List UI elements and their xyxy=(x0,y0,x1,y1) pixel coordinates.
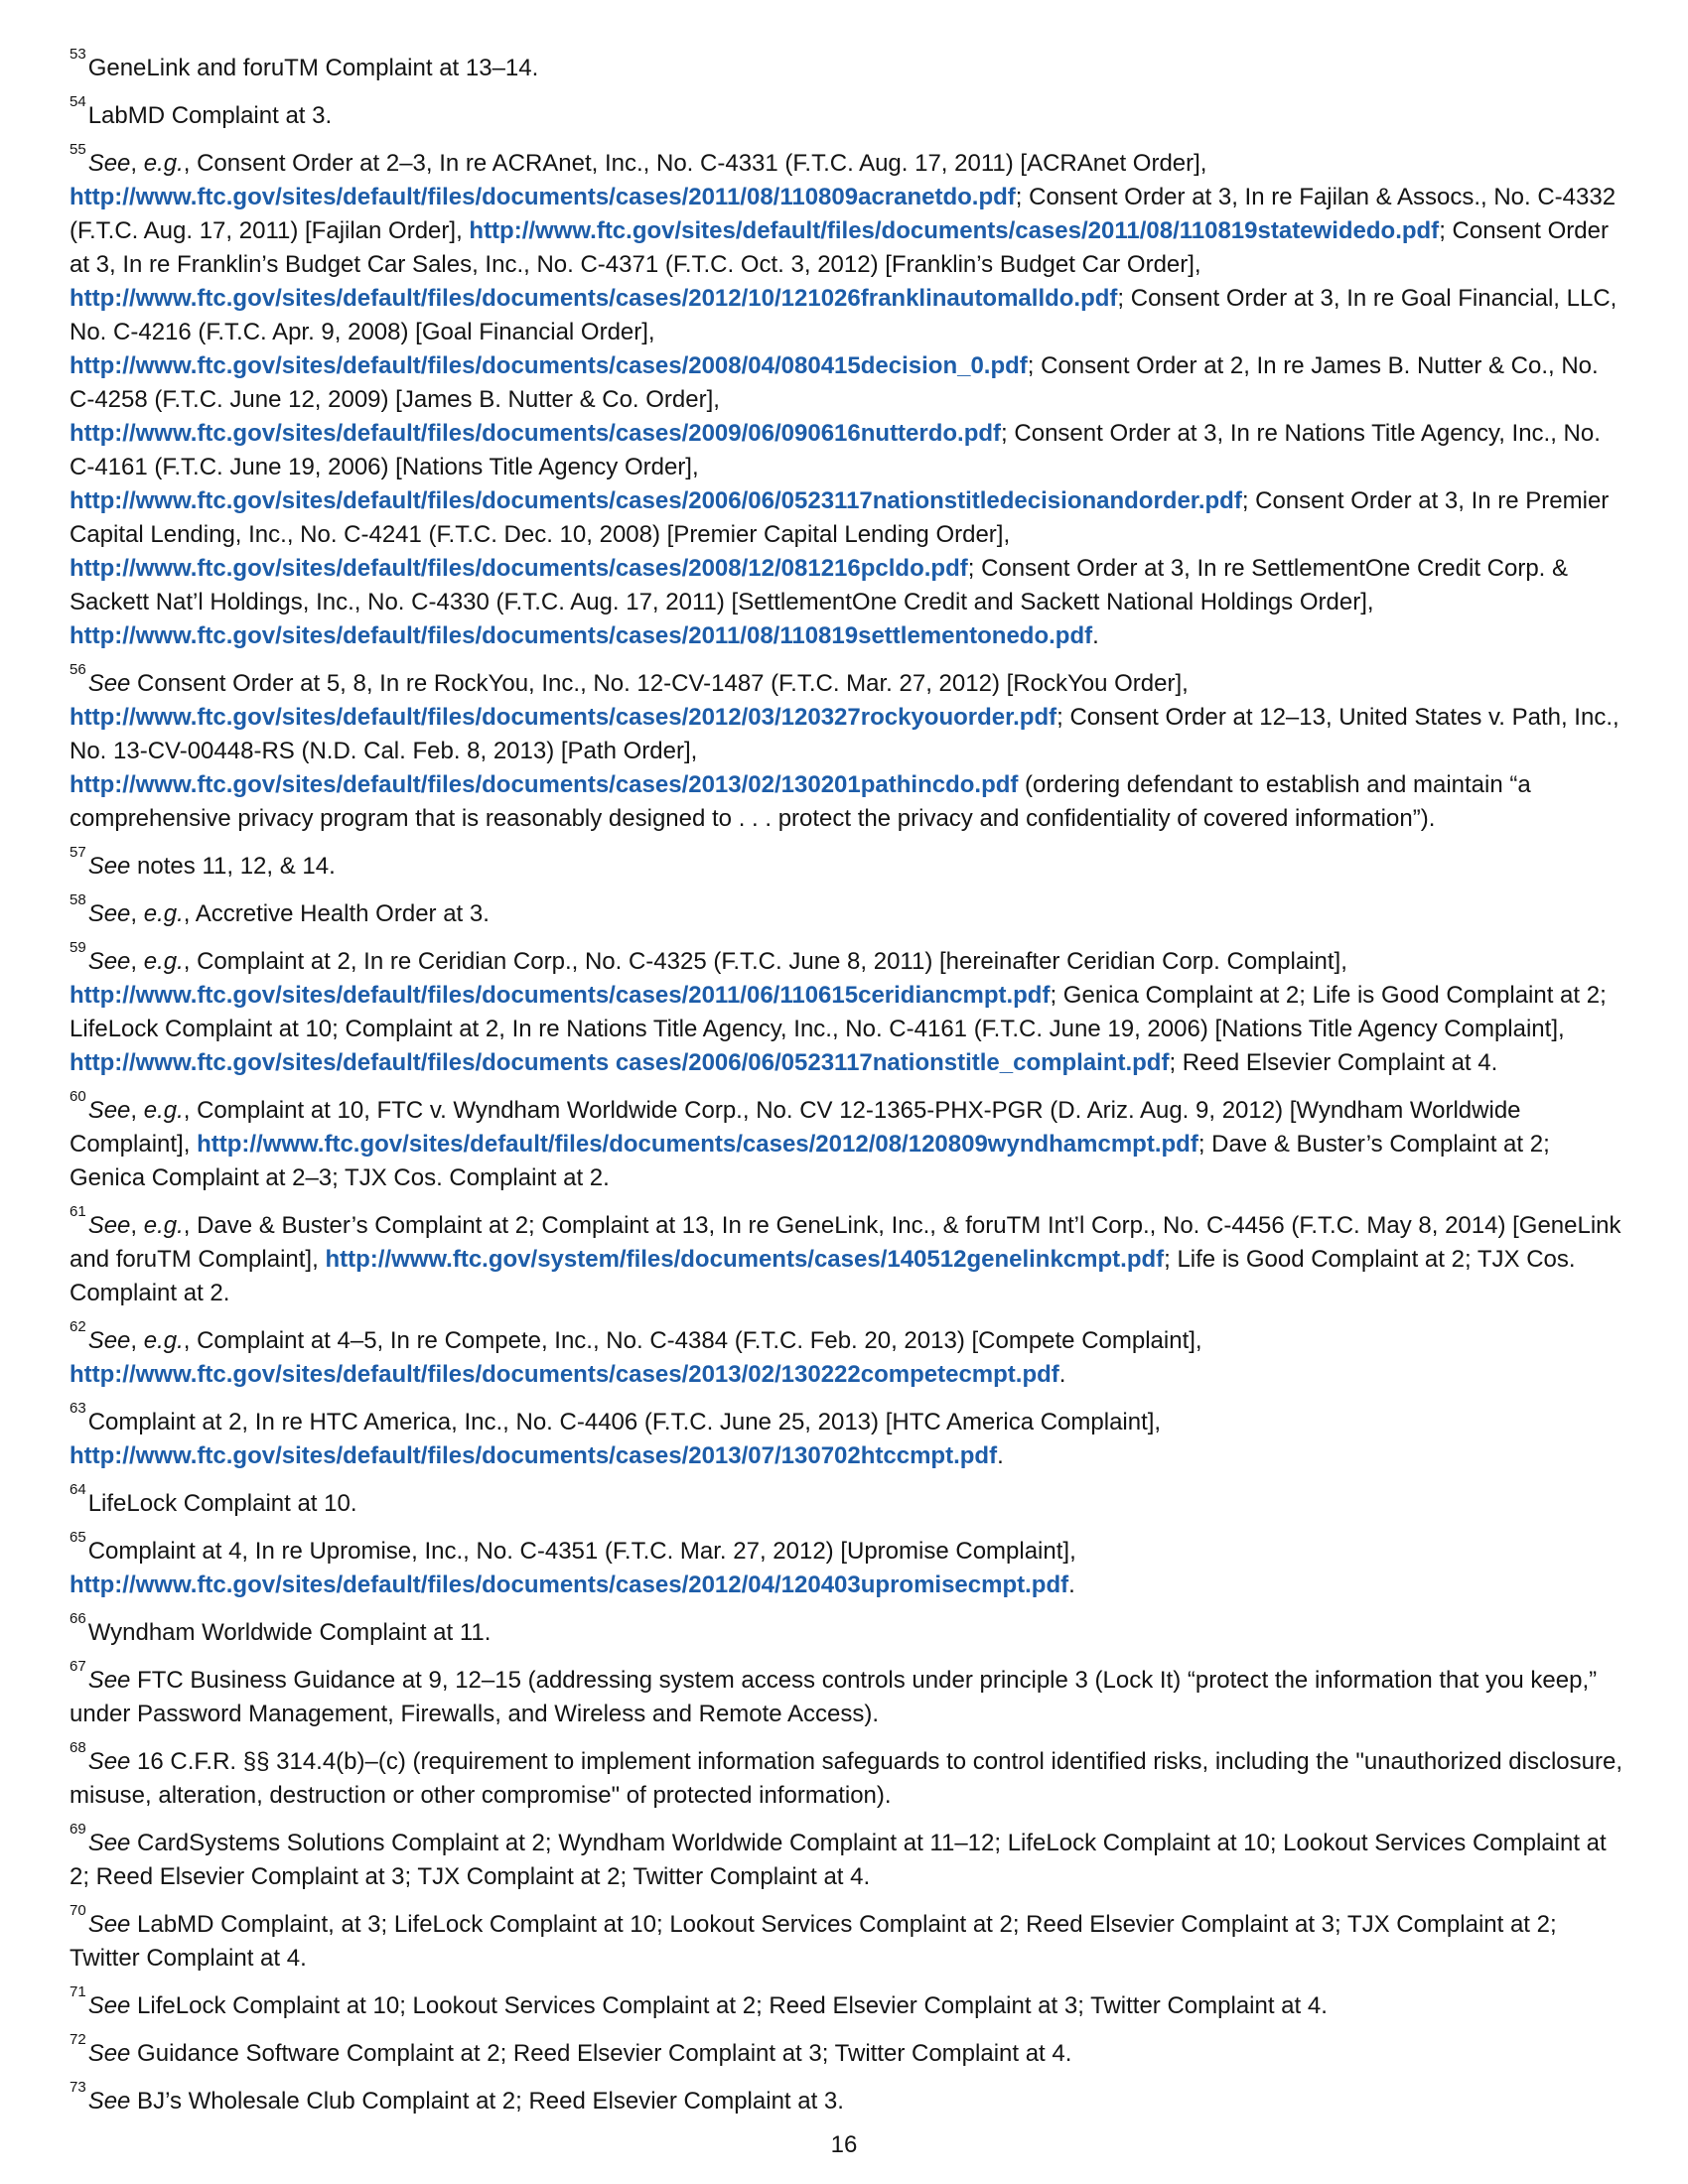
footnote-text: , xyxy=(130,1097,144,1124)
footnote-number: 59 xyxy=(70,939,86,956)
footnote-text: , xyxy=(130,1212,144,1239)
footnote-text: GeneLink and foruTM Complaint at 13–14. xyxy=(87,55,539,81)
footnote-number: 57 xyxy=(70,844,86,861)
footnote-text: ; Consent Order at 3, In re Franklin’s Budget Car Sales, Inc., No. C-4371 (F.T.C. Oct. 3, 2012) [Franklin’s Budget Car Order], xyxy=(70,217,1609,278)
footnote-64 xyxy=(70,1481,1622,1521)
footnote-text: . xyxy=(1058,1361,1066,1388)
italic-citation-signal: See xyxy=(87,900,131,927)
hyperlink[interactable]: http://www.ftc.gov/sites/default/files/documents cases/2006/06/0523117nationstitle_complaint.pdf xyxy=(70,1049,1170,1076)
footnote-text: Wyndham Worldwide Complaint at 11. xyxy=(87,1619,492,1646)
hyperlink[interactable]: http://www.ftc.gov/sites/default/files/documents/cases/2013/02/130201pathincdo.pdf xyxy=(70,771,1019,798)
footnote-text: . xyxy=(997,1442,1004,1469)
footnote-text: ; Consent Order at 3, In re Premier Capital Lending, Inc., No. C-4241 (F.T.C. Dec. 10, 2008) [Premier Capital Lending Order], xyxy=(70,487,1610,548)
footnote-text: ; Consent Order at 3, In re Goal Financial, LLC, No. C-4216 (F.T.C. Apr. 9, 2008) [Goal Financial Order], xyxy=(70,285,1618,345)
italic-citation-signal: See xyxy=(87,1830,131,1856)
footnote-text: , xyxy=(130,948,144,975)
footnote-63 xyxy=(70,1400,1622,1473)
footnote-text: . xyxy=(1092,622,1099,649)
footnote-57 xyxy=(70,844,1622,884)
hyperlink[interactable]: http://www.ftc.gov/sites/default/files/documents/cases/2011/06/110615ceridiancmpt.pdf xyxy=(70,982,1051,1009)
footnote-67 xyxy=(70,1658,1622,1731)
hyperlink[interactable]: http://www.ftc.gov/sites/default/files/documents/cases/2006/06/0523117nationstitledecisionandorder.pdf xyxy=(70,487,1242,514)
footnote-text: ; Consent Order at 3, In re SettlementOne Credit Corp. & Sackett Nat’l Holdings, Inc., No. C-4330 (F.T.C. Aug. 17, 2011) [SettlementOne Credit and Sackett National Holdings Order], xyxy=(70,555,1569,615)
footnote-text: , Complaint at 2, In re Ceridian Corp., No. C-4325 (F.T.C. June 8, 2011) [hereinafter Ceridian Corp. Complaint], xyxy=(183,948,1347,975)
footnote-text: , Complaint at 4–5, In re Compete, Inc., No. C-4384 (F.T.C. Feb. 20, 2013) [Compete Complaint], xyxy=(183,1327,1202,1354)
hyperlink[interactable]: http://www.ftc.gov/sites/default/files/documents/cases/2012/04/120403upromisecmpt.pdf xyxy=(70,1571,1069,1598)
footnote-text: ; Genica Complaint at 2; Life is Good Complaint at 2; LifeLock Complaint at 10; Complaint at 2, In re Nations Title Agency, Inc., No. C-4161 (F.T.C. June 19, 2006) [Nations Title Agency Complaint], xyxy=(70,982,1607,1042)
footnote-number: 72 xyxy=(70,2031,86,2048)
footnote-number: 68 xyxy=(70,1739,86,1756)
footnote-text: notes 11, 12, & 14. xyxy=(130,853,336,880)
footnote-number: 62 xyxy=(70,1318,86,1335)
italic-citation-signal: e.g. xyxy=(143,948,184,975)
footnote-text: , Accretive Health Order at 3. xyxy=(183,900,490,927)
italic-citation-signal: e.g. xyxy=(143,900,184,927)
footnote-number: 71 xyxy=(70,1983,86,2000)
footnote-number: 54 xyxy=(70,93,86,110)
footnote-69 xyxy=(70,1821,1622,1894)
hyperlink[interactable]: http://www.ftc.gov/sites/default/files/documents/cases/2008/12/081216pcldo.pdf xyxy=(70,555,968,582)
footnote-58 xyxy=(70,891,1622,931)
footnote-number: 60 xyxy=(70,1088,86,1105)
footnote-text: LifeLock Complaint at 10. xyxy=(87,1490,357,1517)
hyperlink[interactable]: http://www.ftc.gov/sites/default/files/documents/cases/2011/08/110809acranetdo.pdf xyxy=(70,184,1016,210)
footnote-text: ; Consent Order at 3, In re Fajilan & Assocs., No. C-4332 (F.T.C. Aug. 17, 2011) [Fajilan Order], xyxy=(70,184,1617,244)
footnote-number: 70 xyxy=(70,1902,86,1919)
footnote-text: Complaint at 2, In re HTC America, Inc., No. C-4406 (F.T.C. June 25, 2013) [HTC America Complaint], xyxy=(87,1409,1162,1435)
footnote-number: 65 xyxy=(70,1529,86,1546)
footnote-53 xyxy=(70,46,1622,85)
italic-citation-signal: See xyxy=(87,1992,131,2019)
footnote-65 xyxy=(70,1529,1622,1602)
hyperlink[interactable]: http://www.ftc.gov/sites/default/files/documents/cases/2013/07/130702htccmpt.pdf xyxy=(70,1442,998,1469)
hyperlink[interactable]: http://www.ftc.gov/sites/default/files/documents/cases/2011/08/110819settlementonedo.pdf xyxy=(70,622,1093,649)
footnote-55 xyxy=(70,141,1622,653)
footnote-number: 55 xyxy=(70,141,86,158)
footnote-59 xyxy=(70,939,1622,1080)
italic-citation-signal: e.g. xyxy=(143,1097,184,1124)
footnote-text: , xyxy=(130,1327,144,1354)
italic-citation-signal: See xyxy=(87,1748,131,1775)
footnote-text: LifeLock Complaint at 10; Lookout Services Complaint at 2; Reed Elsevier Complaint at 3; Twitter Complaint at 4. xyxy=(130,1992,1328,2019)
footnote-text: BJ’s Wholesale Club Complaint at 2; Reed Elsevier Complaint at 3. xyxy=(130,2088,844,2115)
footnote-text: ; Consent Order at 3, In re Nations Title Agency, Inc., No. C-4161 (F.T.C. June 19, 2006) [Nations Title Agency Order], xyxy=(70,420,1601,480)
footnote-text: . xyxy=(1068,1571,1075,1598)
hyperlink[interactable]: http://www.ftc.gov/sites/default/files/documents/cases/2012/08/120809wyndhamcmpt.pdf xyxy=(197,1131,1198,1158)
hyperlink[interactable]: http://www.ftc.gov/sites/default/files/documents/cases/2011/08/110819statewidedo.pdf xyxy=(469,217,1440,244)
italic-citation-signal: See xyxy=(87,948,131,975)
footnote-text: (ordering defendant to establish and maintain “a comprehensive privacy program that is reasonably designed to . . . protect the privacy and confidentiality of covered information”). xyxy=(70,771,1531,832)
hyperlink[interactable]: http://www.ftc.gov/sites/default/files/documents/cases/2013/02/130222competecmpt.pdf xyxy=(70,1361,1059,1388)
footnote-number: 69 xyxy=(70,1821,86,1838)
footnote-number: 53 xyxy=(70,46,86,63)
page-number: 16 xyxy=(830,2131,858,2158)
hyperlink[interactable]: http://www.ftc.gov/sites/default/files/documents/cases/2008/04/080415decision_0.pdf xyxy=(70,352,1028,379)
footnote-number: 56 xyxy=(70,661,86,678)
hyperlink[interactable]: http://www.ftc.gov/sites/default/files/documents/cases/2012/03/120327rockyouorder.pdf xyxy=(70,704,1057,731)
italic-citation-signal: See xyxy=(87,1212,131,1239)
italic-citation-signal: See xyxy=(87,853,131,880)
hyperlink[interactable]: http://www.ftc.gov/sites/default/files/documents/cases/2009/06/090616nutterdo.pdf xyxy=(70,420,1002,447)
italic-citation-signal: e.g. xyxy=(143,1327,184,1354)
italic-citation-signal: See xyxy=(87,1097,131,1124)
footnote-text: , Dave & Buster’s Complaint at 2; Complaint at 13, In re GeneLink, Inc., & foruTM Int’l Corp., No. C-4456 (F.T.C. May 8, 2014) [GeneLink and foruTM Complaint], xyxy=(70,1212,1621,1273)
italic-citation-signal: See xyxy=(87,1327,131,1354)
footnote-66 xyxy=(70,1610,1622,1650)
italic-citation-signal: e.g. xyxy=(143,1212,184,1239)
hyperlink[interactable]: http://www.ftc.gov/sites/default/files/documents/cases/2012/10/121026franklinautomalldo.pdf xyxy=(70,285,1118,312)
footnote-60 xyxy=(70,1088,1622,1195)
footnote-56 xyxy=(70,661,1622,836)
footnote-text: , xyxy=(130,900,144,927)
footnote-73 xyxy=(70,2079,1622,2118)
footnote-text: ; Consent Order at 2, In re James B. Nutter & Co., No. C-4258 (F.T.C. June 12, 2009) [James B. Nutter & Co. Order], xyxy=(70,352,1599,413)
footnote-number: 64 xyxy=(70,1481,86,1498)
footnote-text: , Consent Order at 2–3, In re ACRAnet, Inc., No. C-4331 (F.T.C. Aug. 17, 2011) [ACRAnet Order], xyxy=(183,150,1207,177)
italic-citation-signal: See xyxy=(87,1911,131,1938)
footnote-number: 63 xyxy=(70,1400,86,1417)
footnote-72 xyxy=(70,2031,1622,2071)
footnote-text: , Complaint at 10, FTC v. Wyndham Worldwide Corp., No. CV 12-1365-PHX-PGR (D. Ariz. Aug. 9, 2012) [Wyndham Worldwide Complaint], xyxy=(70,1097,1521,1158)
italic-citation-signal: See xyxy=(87,2088,131,2115)
footnote-number: 66 xyxy=(70,1610,86,1627)
hyperlink[interactable]: http://www.ftc.gov/system/files/documents/cases/140512genelinkcmpt.pdf xyxy=(325,1246,1165,1273)
footnote-text: FTC Business Guidance at 9, 12–15 (addressing system access controls under principle 3 (Lock It) “protect the information that you keep,” under Password Management, Firewalls, and Wireless and Remote Access). xyxy=(70,1667,1598,1727)
footnote-text: ; Reed Elsevier Complaint at 4. xyxy=(1169,1049,1498,1076)
footnote-54 xyxy=(70,93,1622,133)
footnote-text: CardSystems Solutions Complaint at 2; Wyndham Worldwide Complaint at 11–12; LifeLock Complaint at 10; Lookout Services Complaint at 2; Reed Elsevier Complaint at 3; TJX Complaint at 2; Twitter Complaint at 4. xyxy=(70,1830,1607,1890)
italic-citation-signal: See xyxy=(87,2040,131,2067)
footnote-61 xyxy=(70,1203,1622,1310)
footnote-70 xyxy=(70,1902,1622,1976)
italic-citation-signal: See xyxy=(87,670,131,697)
footnote-text: Guidance Software Complaint at 2; Reed Elsevier Complaint at 3; Twitter Complaint at 4. xyxy=(130,2040,1072,2067)
footnote-text: ; Dave & Buster’s Complaint at 2; Genica Complaint at 2–3; TJX Cos. Complaint at 2. xyxy=(70,1131,1550,1191)
footnote-text: ; Consent Order at 12–13, United States v. Path, Inc., No. 13-CV-00448-RS (N.D. Cal. Feb. 8, 2013) [Path Order], xyxy=(70,704,1619,764)
footnote-number: 73 xyxy=(70,2079,86,2096)
footnote-text: Consent Order at 5, 8, In re RockYou, Inc., No. 12-CV-1487 (F.T.C. Mar. 27, 2012) [RockYou Order], xyxy=(130,670,1189,697)
footnote-68 xyxy=(70,1739,1622,1813)
footnote-71 xyxy=(70,1983,1622,2023)
footnote-text: 16 C.F.R. §§ 314.4(b)–(c) (requirement to implement information safeguards to control identified risks, including the "unauthorized disclosure, misuse, alteration, destruction or other compromise" of protected information). xyxy=(70,1748,1622,1809)
footnote-text: ; Life is Good Complaint at 2; TJX Cos. Complaint at 2. xyxy=(70,1246,1576,1306)
footnote-number: 61 xyxy=(70,1203,86,1220)
italic-citation-signal: See xyxy=(87,1667,131,1694)
footnote-number: 58 xyxy=(70,891,86,908)
italic-citation-signal: See xyxy=(87,150,131,177)
footnote-text: , xyxy=(130,150,144,177)
footnote-number: 67 xyxy=(70,1658,86,1675)
footnote-text: LabMD Complaint, at 3; LifeLock Complaint at 10; Lookout Services Complaint at 2; Reed Elsevier Complaint at 3; TJX Complaint at 2; Twitter Complaint at 4. xyxy=(70,1911,1557,1972)
italic-citation-signal: e.g. xyxy=(143,150,184,177)
footnote-text: Complaint at 4, In re Upromise, Inc., No. C-4351 (F.T.C. Mar. 27, 2012) [Upromise Complaint], xyxy=(87,1538,1076,1565)
footnote-text: LabMD Complaint at 3. xyxy=(87,102,333,129)
footnote-62 xyxy=(70,1318,1622,1392)
